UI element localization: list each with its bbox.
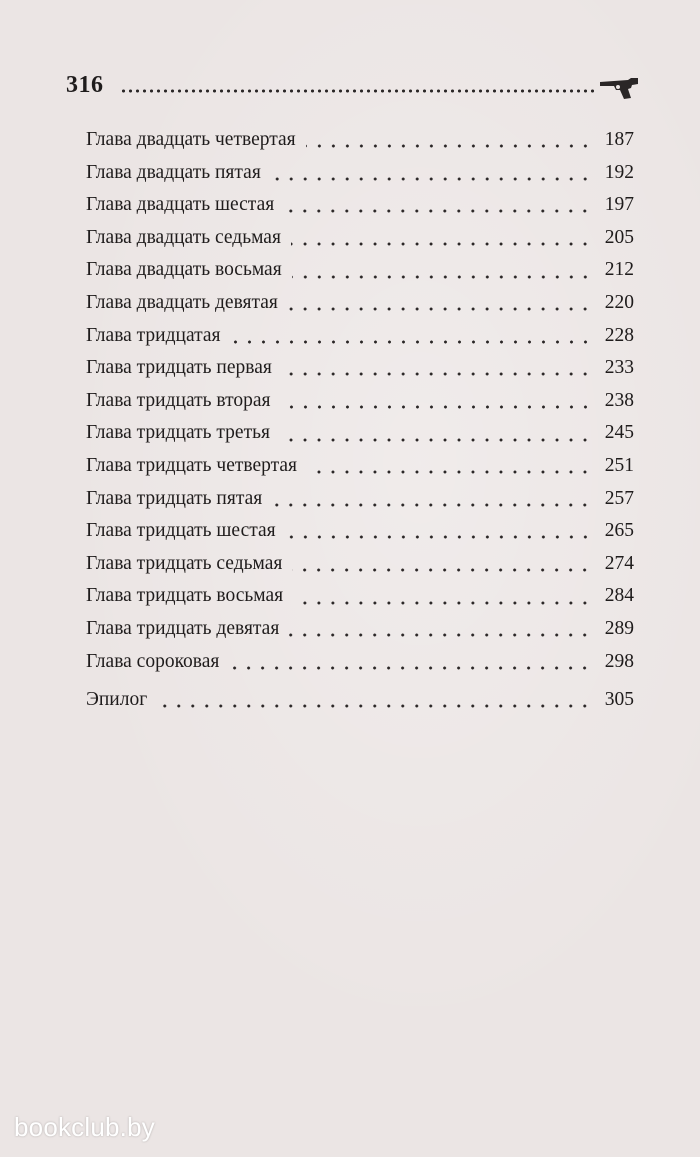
toc-entry-title: Глава тридцатая [86,324,221,346]
toc-entry-title: Глава тридцать восьмая [86,585,284,607]
toc-entry-page: 305 [604,689,634,711]
toc-entry [86,189,634,222]
page-header [66,70,636,104]
watermark: bookclub.by [14,1112,155,1142]
toc-entry [86,580,634,613]
toc-entry-page: 298 [604,650,634,672]
toc-entry-page: 212 [604,259,634,281]
toc-entry-page: 228 [604,324,634,346]
toc-entry-page: 274 [604,552,634,574]
toc-entry-title: Глава тридцать третья [86,422,270,444]
toc-entry [86,320,634,353]
toc-entry [86,157,634,190]
toc-entry-title: Глава сороковая [86,650,220,672]
toc-dot-leader [288,305,592,313]
toc-dot-leader [157,702,592,710]
toc-dot-leader [229,664,592,672]
toc-dot-leader [292,273,592,281]
toc-entry [86,684,634,717]
toc-entry [86,417,634,450]
toc-entry-title: Глава двадцать восьмая [86,259,282,281]
header-dotted-rule [120,88,598,94]
toc-entry-title: Глава тридцать четвертая [86,454,298,476]
toc-entry [86,450,634,483]
toc-entry [86,646,634,679]
toc-dot-leader [289,631,592,639]
toc-entry-page: 205 [604,226,634,248]
toc-entry-title: Глава двадцать седьмая [86,226,281,248]
toc-dot-leader [286,533,592,541]
toc-entry-title: Глава двадцать пятая [86,161,261,183]
toc-entry-title: Эпилог [86,689,148,711]
toc-entry-page: 245 [604,422,634,444]
toc-dot-leader [306,142,592,150]
toc-entry-page: 238 [604,389,634,411]
toc-dot-leader [307,468,592,476]
toc-dot-leader [271,175,592,183]
toc-entry-page: 220 [604,291,634,313]
toc-entry [86,352,634,385]
toc-dot-leader [280,436,592,444]
toc-entry [86,483,634,516]
toc-entry-page: 192 [604,161,634,183]
toc-dot-leader [272,501,592,509]
toc-entry-page: 197 [604,194,634,216]
toc-entry-page: 284 [604,585,634,607]
toc-entry-page: 251 [604,454,634,476]
toc-entry [86,222,634,255]
toc-entry-title: Глава двадцать девятая [86,291,278,313]
toc-entry-title: Глава тридцать девятая [86,617,280,639]
toc-entry-title: Глава двадцать шестая [86,194,275,216]
toc-dot-leader [293,599,592,607]
toc-entry [86,385,634,418]
toc-entry-page: 233 [604,357,634,379]
toc-dot-leader [281,403,592,411]
toc-entry [86,254,634,287]
toc-entry [86,124,634,157]
revolver-icon [598,76,640,100]
toc-entry-title: Глава тридцать первая [86,357,272,379]
toc-entry-page: 289 [604,617,634,639]
toc-entry-title: Глава тридцать шестая [86,520,276,542]
toc-entry [86,515,634,548]
toc-entry-title: Глава тридцать вторая [86,389,271,411]
toc-dot-leader [231,338,592,346]
toc-dot-leader [282,370,592,378]
toc-entry-page: 257 [604,487,634,509]
toc-dot-leader [291,240,592,248]
table-of-contents [86,124,634,717]
toc-entry-page: 265 [604,520,634,542]
toc-entry-page: 187 [604,129,634,150]
page-number: 316 [66,72,104,98]
toc-entry-title: Глава двадцать четвертая [86,129,296,150]
toc-entry-title: Глава тридцать пятая [86,487,263,509]
toc-entry [86,548,634,581]
toc-dot-leader [292,566,592,574]
toc-entry [86,613,634,646]
toc-dot-leader [284,207,592,215]
toc-entry-title: Глава тридцать седьмая [86,552,283,574]
toc-entry [86,287,634,320]
